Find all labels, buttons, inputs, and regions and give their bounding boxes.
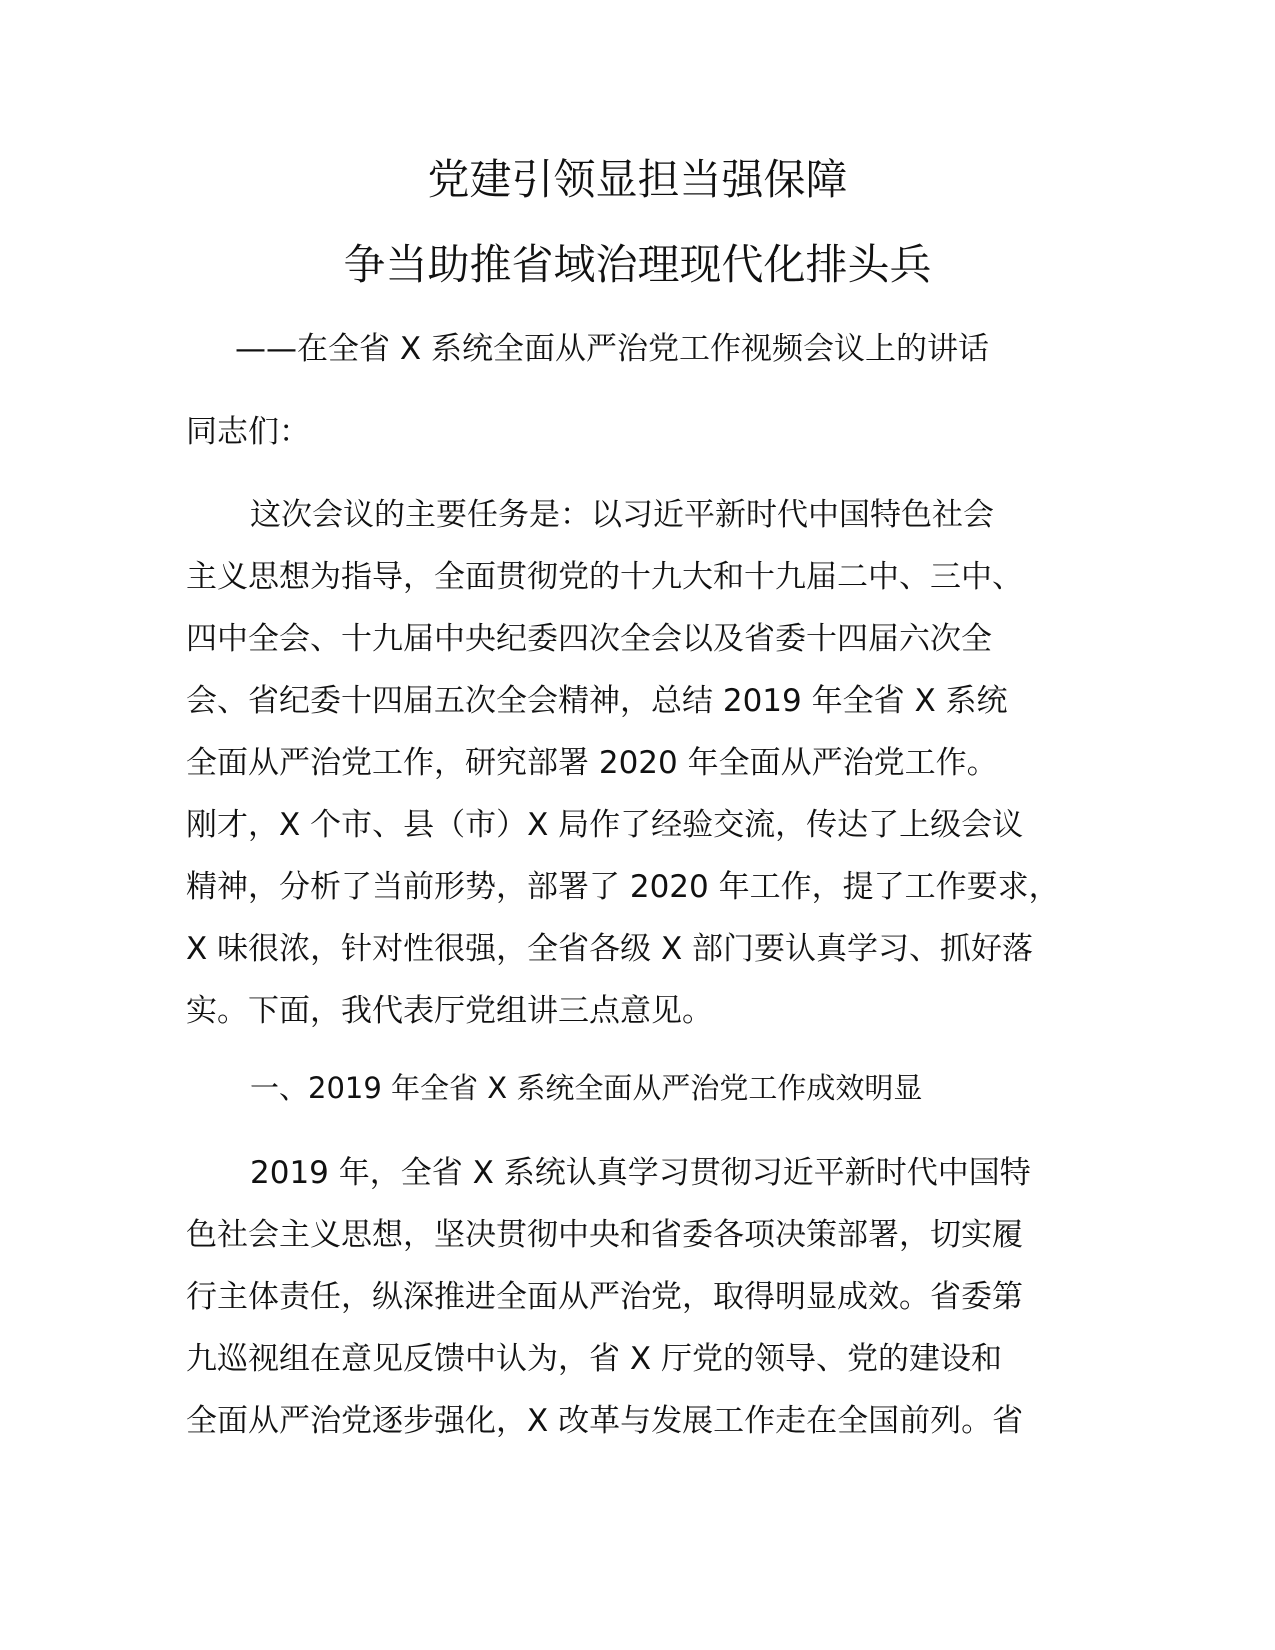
document-subtitle: ——在全省 X 系统全面从严治党工作视频会议上的讲话 bbox=[235, 331, 989, 367]
paragraph-line: 色社会主义思想，坚决贯彻中央和省委各项决策部署，切实履 bbox=[186, 1217, 1023, 1253]
document-title-line-1: 党建引领显担当强保障 bbox=[427, 155, 848, 204]
paragraph-line: 这次会议的主要任务是：以习近平新时代中国特色社会 bbox=[250, 497, 994, 533]
section-heading-1: 一、2019 年全省 X 系统全面从严治党工作成效明显 bbox=[250, 1071, 923, 1105]
paragraph-2 bbox=[186, 1142, 1086, 1452]
paragraph-line: 2019 年，全省 X 系统认真学习贯彻习近平新时代中国特 bbox=[250, 1155, 1031, 1191]
paragraph-line: 全面从严治党工作，研究部署 2020 年全面从严治党工作。 bbox=[186, 745, 998, 781]
paragraph-line: 会、省纪委十四届五次全会精神，总结 2019 年全省 X 系统 bbox=[186, 683, 1008, 719]
paragraph-line: 刚才，X 个市、县（市）X 局作了经验交流，传达了上级会议 bbox=[186, 807, 1024, 843]
paragraph-line: X 味很浓，针对性很强，全省各级 X 部门要认真学习、抓好落 bbox=[186, 931, 1034, 967]
paragraph-line: 行主体责任，纵深推进全面从严治党，取得明显成效。省委第 bbox=[186, 1279, 1023, 1315]
paragraph-line: 四中全会、十九届中央纪委四次全会以及省委十四届六次全 bbox=[186, 621, 992, 657]
paragraph-line: 主义思想为指导，全面贯彻党的十九大和十九届二中、三中、 bbox=[186, 559, 1023, 595]
paragraph-line: 精神，分析了当前形势，部署了 2020 年工作，提了工作要求， bbox=[186, 869, 1060, 905]
salutation: 同志们： bbox=[186, 414, 310, 450]
paragraph-line: 全面从严治党逐步强化，X 改革与发展工作走在全国前列。省 bbox=[186, 1403, 1024, 1439]
paragraph-line: 实。下面，我代表厅党组讲三点意见。 bbox=[186, 993, 713, 1029]
paragraph-line: 九巡视组在意见反馈中认为，省 X 厅党的领导、党的建设和 bbox=[186, 1341, 1002, 1377]
paragraph-1 bbox=[186, 484, 1086, 1042]
document-title-line-2: 争当助推省域治理现代化排头兵 bbox=[343, 240, 932, 289]
